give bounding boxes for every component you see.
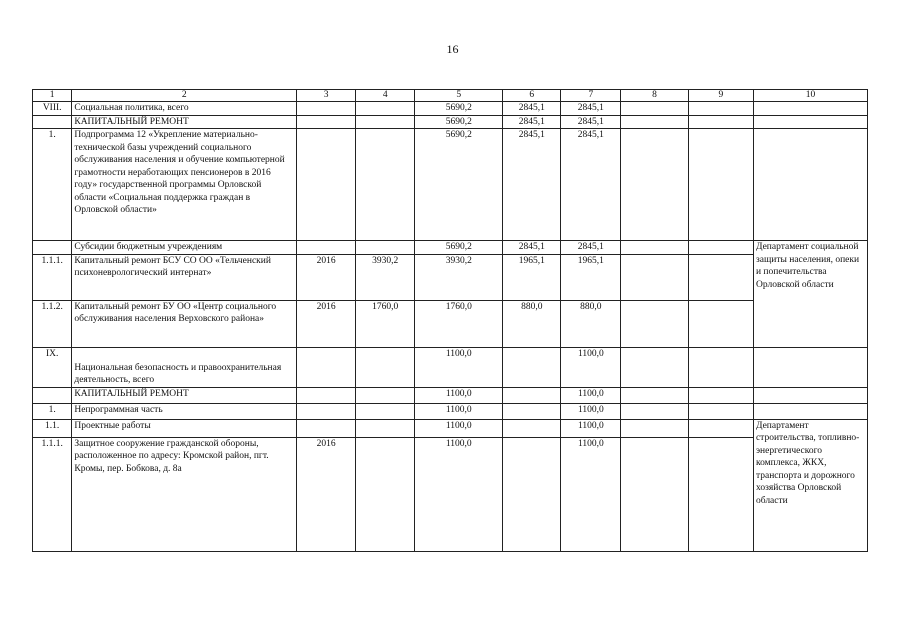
row-number: IX. bbox=[33, 347, 72, 387]
cell-col5: 3930,2 bbox=[415, 254, 503, 300]
cell-col8 bbox=[621, 437, 688, 551]
cell-col6: 2845,1 bbox=[503, 129, 561, 241]
cell-col7: 2845,1 bbox=[561, 115, 621, 129]
cell-col5: 1760,0 bbox=[415, 300, 503, 347]
row-name: КАПИТАЛЬНЫЙ РЕМОНТ bbox=[72, 115, 297, 129]
cell-col6 bbox=[503, 387, 561, 403]
cell-col10 bbox=[753, 129, 867, 241]
row-name: Социальная политика, всего bbox=[72, 102, 297, 116]
table-row bbox=[33, 387, 868, 403]
row-name: Проектные работы bbox=[72, 419, 297, 437]
header-cell: 8 bbox=[621, 90, 688, 102]
cell-col4 bbox=[356, 241, 415, 255]
cell-col9 bbox=[688, 102, 753, 116]
cell-col4 bbox=[356, 129, 415, 241]
cell-col6: 2845,1 bbox=[503, 115, 561, 129]
row-number: 1.1.1. bbox=[33, 437, 72, 551]
row-name: Капитальный ремонт БСУ СО ОО «Тельченский психоневрологический интернат» bbox=[72, 254, 297, 300]
cell-col4 bbox=[356, 419, 415, 437]
table-row bbox=[33, 254, 868, 300]
cell-col5: 5690,2 bbox=[415, 129, 503, 241]
cell-col7: 1100,0 bbox=[561, 419, 621, 437]
cell-col4 bbox=[356, 102, 415, 116]
responsible-department: Департамент строительства, топливно-энергетического комплекса, ЖКХ, транспорта и дорожного хозяйства Орловской области bbox=[753, 419, 867, 551]
row-number bbox=[33, 241, 72, 255]
row-number: 1.1.2. bbox=[33, 300, 72, 347]
row-name: КАПИТАЛЬНЫЙ РЕМОНТ bbox=[72, 387, 297, 403]
cell-col3 bbox=[297, 102, 356, 116]
table-row bbox=[33, 437, 868, 551]
cell-col5: 1100,0 bbox=[415, 437, 503, 551]
row-number: 1. bbox=[33, 129, 72, 241]
header-cell: 1 bbox=[33, 90, 72, 102]
cell-col9 bbox=[688, 387, 753, 403]
cell-col8 bbox=[621, 102, 688, 116]
cell-col8 bbox=[621, 403, 688, 419]
cell-col3 bbox=[297, 419, 356, 437]
cell-col6: 2845,1 bbox=[503, 102, 561, 116]
cell-col7: 1100,0 bbox=[561, 403, 621, 419]
cell-col10 bbox=[753, 102, 867, 116]
cell-col8 bbox=[621, 115, 688, 129]
cell-col7: 1100,0 bbox=[561, 387, 621, 403]
cell-col8 bbox=[621, 347, 688, 387]
cell-col6: 2845,1 bbox=[503, 241, 561, 255]
header-cell: 2 bbox=[72, 90, 297, 102]
cell-col3 bbox=[297, 387, 356, 403]
cell-col3: 2016 bbox=[297, 254, 356, 300]
cell-col8 bbox=[621, 241, 688, 255]
cell-col7: 2845,1 bbox=[561, 241, 621, 255]
row-name: Капитальный ремонт БУ ОО «Центр социального обслуживания населения Верховского района» bbox=[72, 300, 297, 347]
cell-col9 bbox=[688, 403, 753, 419]
cell-col3 bbox=[297, 241, 356, 255]
table-row bbox=[33, 300, 868, 347]
row-number bbox=[33, 115, 72, 129]
cell-col8 bbox=[621, 129, 688, 241]
row-name: Подпрограмма 12 «Укрепление материально-технической базы учреждений социального обслуживания населения и обучение компьютерной грамотности неработающих пенсионеров в 2016 году» государственной программы Орловской области «Социальная поддержка граждан в Орловской области» bbox=[72, 129, 297, 241]
cell-col9 bbox=[688, 115, 753, 129]
cell-col8 bbox=[621, 300, 688, 347]
cell-col7: 1100,0 bbox=[561, 437, 621, 551]
table-row bbox=[33, 102, 868, 116]
cell-col7: 880,0 bbox=[561, 300, 621, 347]
cell-col9 bbox=[688, 300, 753, 347]
cell-col7: 2845,1 bbox=[561, 129, 621, 241]
cell-col5: 5690,2 bbox=[415, 241, 503, 255]
cell-col10 bbox=[753, 387, 867, 403]
budget-table bbox=[32, 89, 868, 552]
cell-col3 bbox=[297, 347, 356, 387]
cell-col10 bbox=[753, 403, 867, 419]
cell-col3 bbox=[297, 115, 356, 129]
table-row bbox=[33, 115, 868, 129]
header-cell: 9 bbox=[688, 90, 753, 102]
cell-col3 bbox=[297, 403, 356, 419]
cell-col7: 1100,0 bbox=[561, 347, 621, 387]
cell-col4: 3930,2 bbox=[356, 254, 415, 300]
cell-col4 bbox=[356, 437, 415, 551]
cell-col5: 5690,2 bbox=[415, 115, 503, 129]
cell-col5: 1100,0 bbox=[415, 387, 503, 403]
cell-col4 bbox=[356, 115, 415, 129]
cell-col5: 5690,2 bbox=[415, 102, 503, 116]
page-number: 16 bbox=[446, 42, 459, 56]
header-cell: 7 bbox=[561, 90, 621, 102]
header-cell: 10 bbox=[753, 90, 867, 102]
cell-col4 bbox=[356, 347, 415, 387]
cell-col8 bbox=[621, 254, 688, 300]
row-number bbox=[33, 387, 72, 403]
cell-col3 bbox=[297, 129, 356, 241]
cell-col6 bbox=[503, 347, 561, 387]
row-name: Национальная безопасность и правоохранительная деятельность, всего bbox=[72, 347, 297, 387]
cell-col9 bbox=[688, 254, 753, 300]
responsible-department: Департамент социальной защиты населения, опеки и попечительства Орловской области bbox=[753, 241, 867, 348]
row-number: VIII. bbox=[33, 102, 72, 116]
table-row bbox=[33, 403, 868, 419]
table-row bbox=[33, 241, 868, 255]
cell-col10 bbox=[753, 115, 867, 129]
header-cell: 3 bbox=[297, 90, 356, 102]
table-row bbox=[33, 347, 868, 387]
cell-col9 bbox=[688, 241, 753, 255]
cell-col8 bbox=[621, 419, 688, 437]
cell-col7: 1965,1 bbox=[561, 254, 621, 300]
row-name: Защитное сооружение гражданской обороны, расположенное по адресу: Кромской район, пгт. Кромы, пер. Бобкова, д. 8а bbox=[72, 437, 297, 551]
row-number: 1.1. bbox=[33, 419, 72, 437]
cell-col4: 1760,0 bbox=[356, 300, 415, 347]
cell-col8 bbox=[621, 387, 688, 403]
cell-col7: 2845,1 bbox=[561, 102, 621, 116]
header-cell: 5 bbox=[415, 90, 503, 102]
header-cell: 6 bbox=[503, 90, 561, 102]
table-row bbox=[33, 129, 868, 241]
cell-col9 bbox=[688, 129, 753, 241]
cell-col5: 1100,0 bbox=[415, 347, 503, 387]
cell-col9 bbox=[688, 347, 753, 387]
cell-col6: 880,0 bbox=[503, 300, 561, 347]
cell-col6 bbox=[503, 403, 561, 419]
row-name: Субсидии бюджетным учреждениям bbox=[72, 241, 297, 255]
cell-col9 bbox=[688, 419, 753, 437]
row-number: 1.1.1. bbox=[33, 254, 72, 300]
cell-col5: 1100,0 bbox=[415, 419, 503, 437]
cell-col3: 2016 bbox=[297, 437, 356, 551]
row-name: Непрограммная часть bbox=[72, 403, 297, 419]
cell-col10 bbox=[753, 347, 867, 387]
cell-col6 bbox=[503, 419, 561, 437]
header-cell: 4 bbox=[356, 90, 415, 102]
cell-col9 bbox=[688, 437, 753, 551]
table-header-row bbox=[33, 90, 868, 102]
row-number: 1. bbox=[33, 403, 72, 419]
cell-col6 bbox=[503, 437, 561, 551]
cell-col3: 2016 bbox=[297, 300, 356, 347]
cell-col6: 1965,1 bbox=[503, 254, 561, 300]
cell-col4 bbox=[356, 403, 415, 419]
table-row bbox=[33, 419, 868, 437]
cell-col4 bbox=[356, 387, 415, 403]
cell-col5: 1100,0 bbox=[415, 403, 503, 419]
